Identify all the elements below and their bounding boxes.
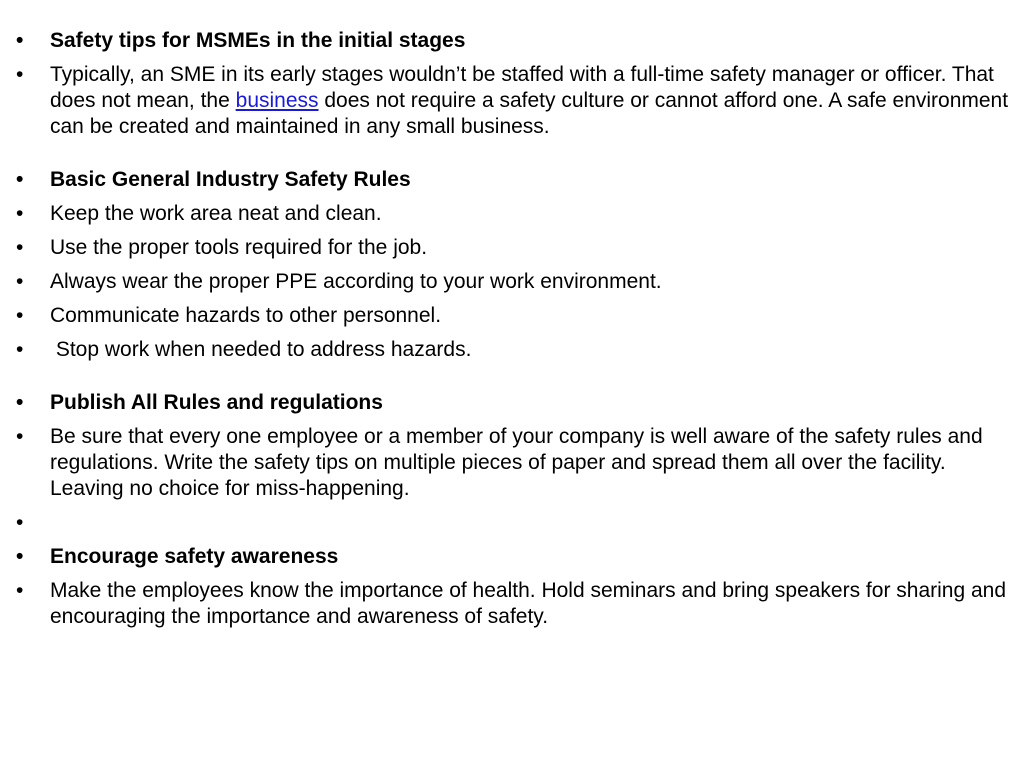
- rule-item: [14, 303, 1014, 329]
- rule-text: Keep the work area neat and clean.: [50, 202, 382, 225]
- bullet-list: [14, 28, 1014, 638]
- heading-text: Safety tips for MSMEs in the initial stages: [50, 29, 466, 52]
- heading-text: Encourage safety awareness: [50, 545, 339, 568]
- rule-text: Communicate hazards to other personnel.: [50, 304, 442, 327]
- paragraph-publish-rules: [14, 424, 1014, 502]
- paragraph-text-start: Typically, an SME in its early stages wouldn’t be staffed with a full-time safety manager or officer. That does not mean, the: [50, 63, 994, 112]
- rule-text: Stop work when needed to address hazards.: [50, 338, 472, 361]
- heading-publish-rules: [14, 390, 1014, 416]
- heading-text: Basic General Industry Safety Rules: [50, 168, 411, 191]
- rule-item: [14, 337, 1014, 363]
- paragraph-sme-early-stages: [14, 62, 1014, 140]
- paragraph-text: Be sure that every one employee or a member of your company is well aware of the safety rules and regulations. Write the safety tips on multiple pieces of paper and spread them all over the facility. Leaving no choice for miss-happening.: [50, 425, 983, 500]
- heading-general-safety-rules: [14, 167, 1014, 193]
- rule-text: Always wear the proper PPE according to your work environment.: [50, 270, 662, 293]
- rule-item: [14, 269, 1014, 295]
- paragraph-text-end: does not require a safety culture or cannot afford one. A safe environment can be created and maintained in any small business.: [50, 89, 1009, 138]
- rule-item: [14, 235, 1014, 261]
- empty-bullet: [14, 510, 1014, 536]
- rule-text: Use the proper tools required for the job.: [50, 236, 428, 259]
- paragraph-text: Make the employees know the importance of health. Hold seminars and bring speakers for sharing and encouraging the importance and awareness of safety.: [50, 579, 1007, 628]
- heading-msme-safety-tips: [14, 28, 1014, 54]
- paragraph-safety-awareness: [14, 578, 1014, 630]
- business-link[interactable]: business: [235, 89, 319, 112]
- rule-item: [14, 201, 1014, 227]
- heading-safety-awareness: [14, 544, 1014, 570]
- heading-text: Publish All Rules and regulations: [50, 391, 383, 414]
